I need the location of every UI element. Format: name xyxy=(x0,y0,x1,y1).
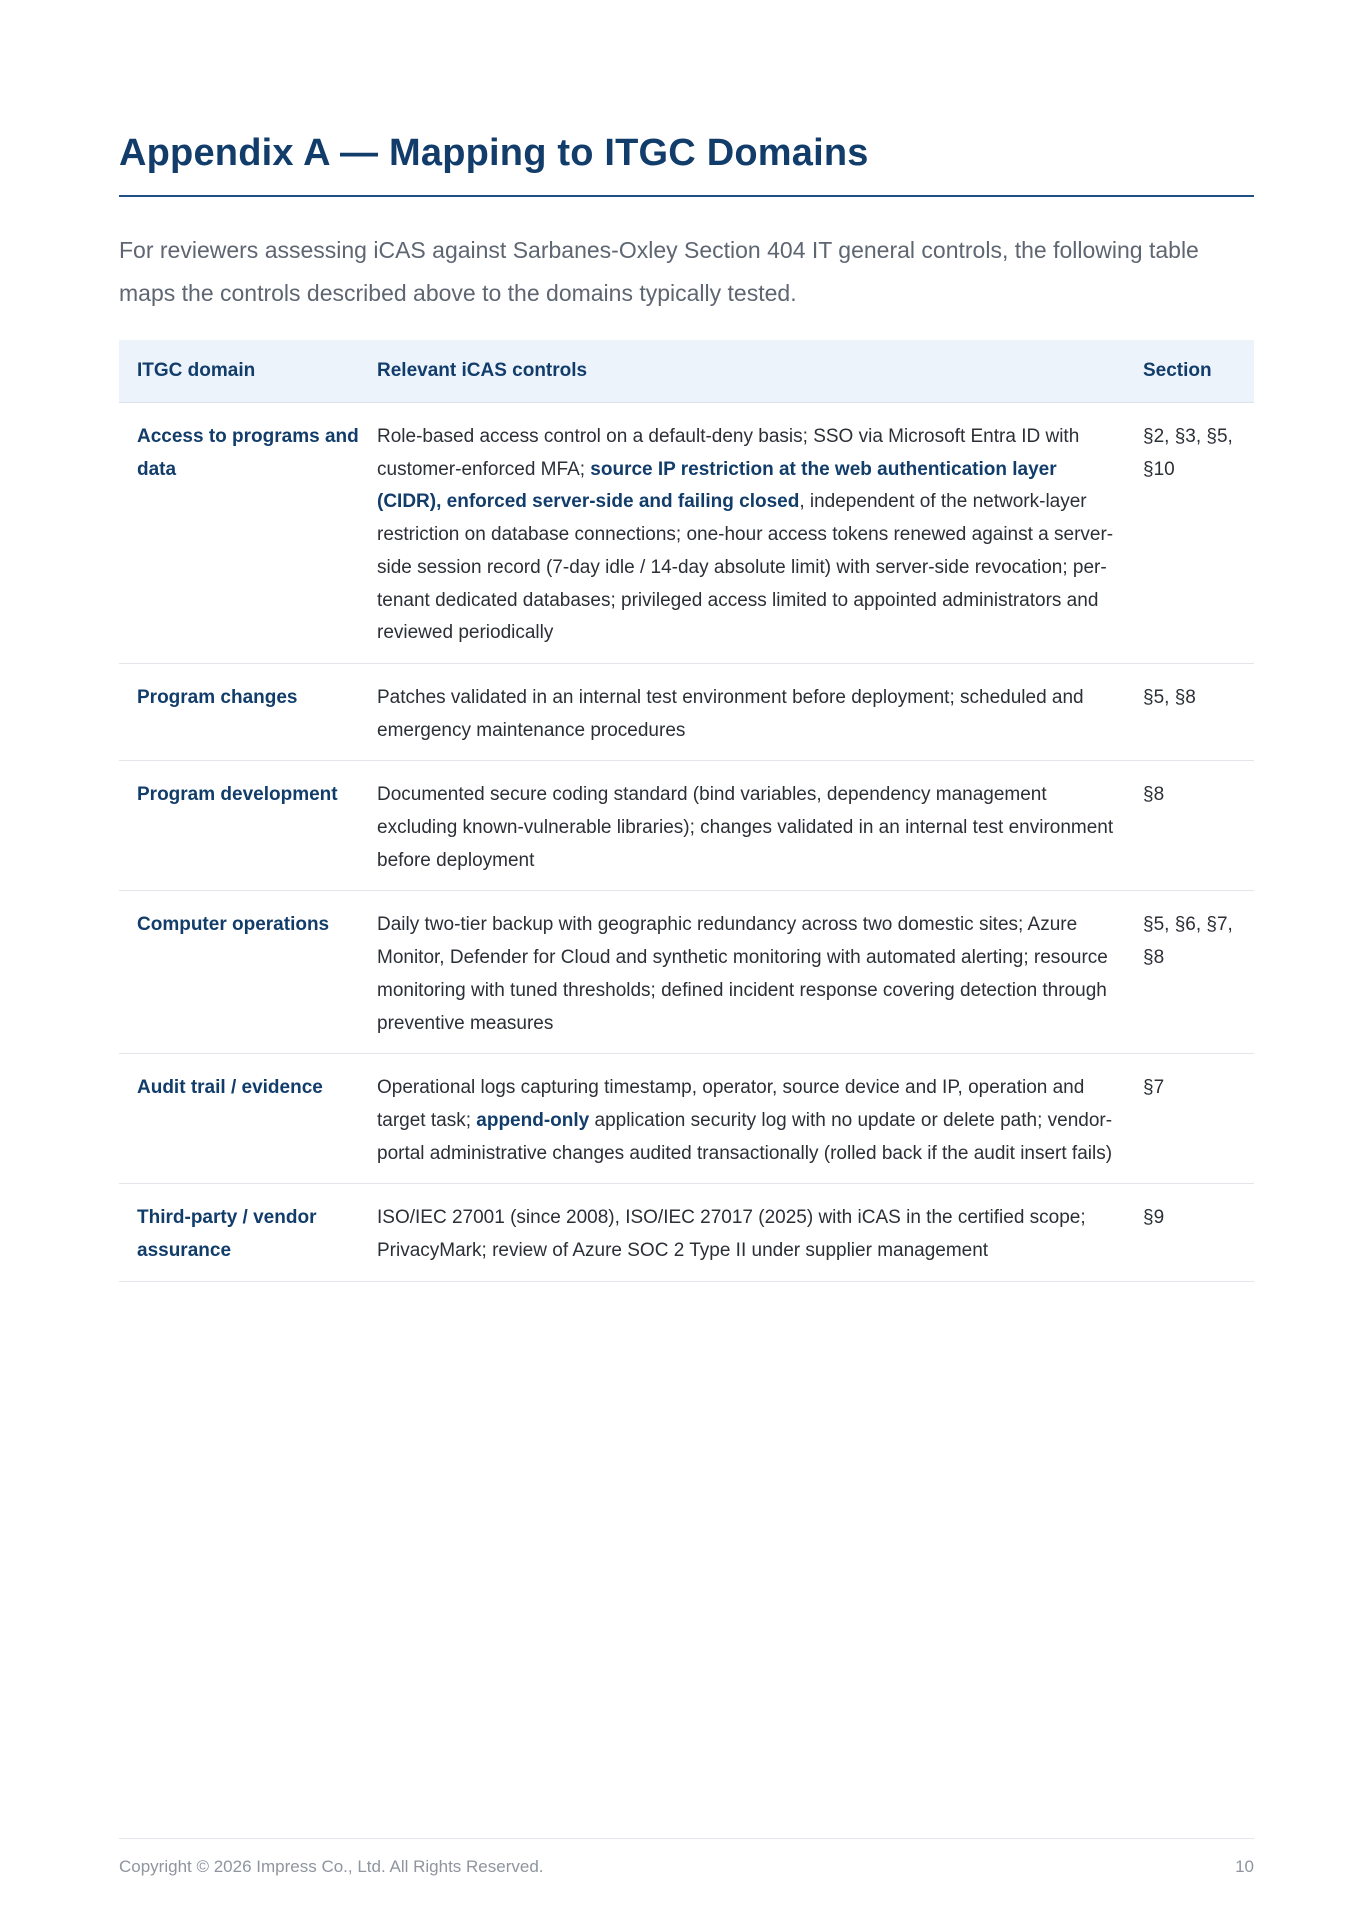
header-relevant-controls: Relevant iCAS controls xyxy=(377,340,1143,403)
row-controls: Daily two-tier backup with geographic redundancy across two domestic sites; Azure Monitor, Defender for Cloud and synthetic monitoring with automated alerting; resource monitoring with tuned thresholds; defined incident response covering detection through preventive measures xyxy=(377,891,1143,1054)
controls-text: Operational logs capturing timestamp, operator, source device and IP, operation and target task; xyxy=(377,1077,1085,1131)
row-section: §2, §3, §5, §10 xyxy=(1143,403,1254,664)
header-section: Section xyxy=(1143,340,1254,403)
row-section: §7 xyxy=(1143,1054,1254,1184)
table-row xyxy=(119,1184,1254,1281)
row-controls: Documented secure coding standard (bind variables, dependency management excluding known-vulnerable libraries); changes validated in an internal test environment before deployment xyxy=(377,761,1143,891)
row-domain: Access to programs and data xyxy=(119,403,377,664)
row-domain: Program development xyxy=(119,761,377,891)
row-domain: Program changes xyxy=(119,663,377,760)
footer-divider xyxy=(119,1838,1254,1839)
intro-paragraph: For reviewers assessing iCAS against Sarbanes-Oxley Section 404 IT general controls, the following table maps the controls described above to the domains typically tested. xyxy=(119,237,1199,306)
controls-text: , independent of the network-layer restriction on database connections; one-hour access tokens renewed against a server-side session record (7-day idle / 14-day absolute limit) with server-side revocation; per-tenant dedicated databases; privileged access limited to appointed administrators and reviewed periodically xyxy=(377,491,1114,644)
row-domain: Third-party / vendor assurance xyxy=(119,1184,377,1281)
row-controls: ISO/IEC 27001 (since 2008), ISO/IEC 27017 (2025) with iCAS in the certified scope; PrivacyMark; review of Azure SOC 2 Type II under supplier management xyxy=(377,1184,1143,1281)
title-divider xyxy=(119,195,1254,197)
footer-copyright: Copyright © 2026 Impress Co., Ltd. All Rights Reserved. xyxy=(119,1857,544,1876)
controls-text: Role-based access control on a default-deny basis; SSO via Microsoft Entra ID with customer-enforced MFA; xyxy=(377,426,1080,480)
header-itgc-domain: ITGC domain xyxy=(119,340,377,403)
row-section: §8 xyxy=(1143,761,1254,891)
row-domain: Audit trail / evidence xyxy=(119,1054,377,1184)
page-title: Appendix A — Mapping to ITGC Domains xyxy=(119,132,869,174)
controls-emphasis: append-only xyxy=(476,1109,590,1131)
row-section: §5, §6, §7, §8 xyxy=(1143,891,1254,1054)
row-section: §9 xyxy=(1143,1184,1254,1281)
row-section: §5, §8 xyxy=(1143,663,1254,760)
page-number: 10 xyxy=(1235,1857,1254,1876)
table-row xyxy=(119,663,1254,760)
table-row xyxy=(119,891,1254,1054)
row-controls: Patches validated in an internal test environment before deployment; scheduled and emergency maintenance procedures xyxy=(377,663,1143,760)
controls-text: application security log with no update or delete path; vendor-portal administrative changes audited transactionally (rolled back if the audit insert fails) xyxy=(377,1109,1113,1164)
document-page xyxy=(119,0,1254,1920)
table-header-row xyxy=(119,340,1254,403)
controls-emphasis: source IP restriction at the web authentication layer (CIDR), enforced server-side and failing closed xyxy=(377,458,1057,513)
row-controls xyxy=(377,1054,1143,1184)
itgc-mapping-table xyxy=(119,340,1254,1282)
row-controls xyxy=(377,403,1143,664)
table-row xyxy=(119,761,1254,891)
row-domain: Computer operations xyxy=(119,891,377,1054)
table-row xyxy=(119,1054,1254,1184)
table-row xyxy=(119,403,1254,664)
